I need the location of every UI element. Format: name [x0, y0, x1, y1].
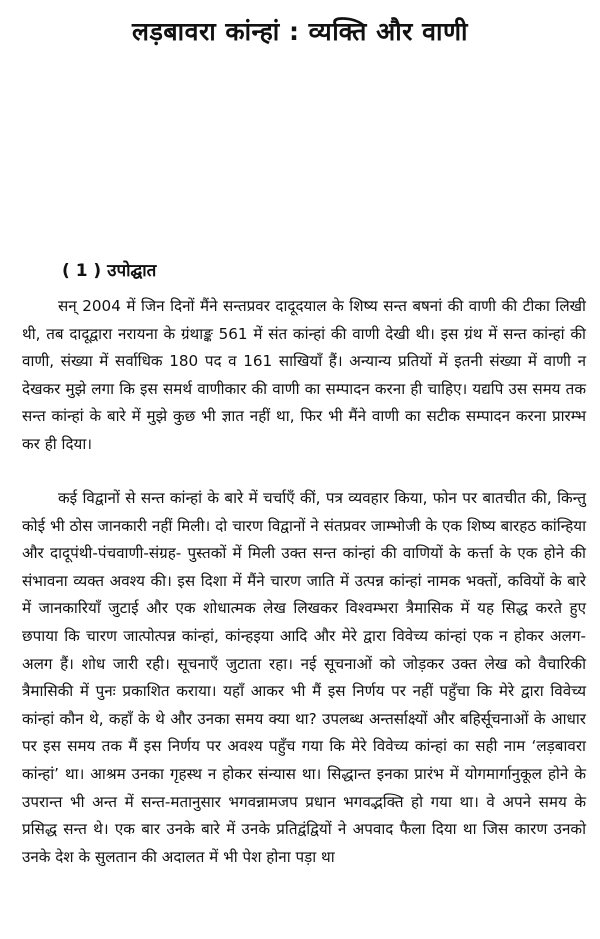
paragraph-1: सन् 2004 में जिन दिनों मैंने सन्तप्रवर दादूदयाल के शिष्य सन्त बषनां की वाणी की टीका लिखी थी, तब दादूद्वारा नरायना के ग्रंथाङ्क 561 में संत कांन्हां की वाणी देखी थी। इस ग्रंथ में सन्त कांन्हां की वाणी, संख्या में सर्वाधिक 180 पद व 161 साखियाँ हैं। अन्यान्य प्रतियों में इतनी संख्या में वाणी न देखकर मुझे लगा कि इस समर्थ वाणीकार की वाणी का सम्पादन करना ही चाहिए। यद्यपि उस समय तक सन्त कांन्हां के बारे में मुझे कुछ भी ज्ञात नहीं था, फिर भी मैंने वाणी का सटीक सम्पादन करना प्रारम्भ कर ही दिया। [22, 297, 586, 453]
section-heading: ( 1 ) उपोद्घात [62, 261, 157, 281]
page-title: लड़बावरा कांन्हां : व्यक्ति और वाणी [132, 17, 468, 46]
paragraph-2: कई विद्वानों से सन्त कांन्हां के बारे में चर्चाएँ कीं, पत्र व्यवहार किया, फोन पर बातचीत की, किन्तु कोई भी ठोस जानकारी नहीं मिली। दो चारण विद्वानों ने संतप्रवर जाम्भोजी के एक शिष्य बारहठ कांन्हिया और दादूपंथी-पंचवाणी-संग्रह- पुस्तकों में मिली उक्त सन्त कांन्हां की वाणियों के कर्त्ता के एक होने की संभावना व्यक्त अवश्य की। इस दिशा में मैंने चारण जाति में उत्पन्न कांन्हां नामक भक्तों, कवियों के बारे में जानकारियाँ जुटाई और एक शोधात्मक लेख लिखकर विश्वम्भरा त्रैमासिक में यह सिद्ध करते हुए छपाया कि चारण जात्पोत्पन्न कांन्हां, कांन्हइया आदि और मेरे द्वारा विवेच्य कांन्हां एक न होकर अलग-अलग हैं। शोध जारी रही। सूचनाएँ जुटाता रहा। नई सूचनाओं को जोड़कर उक्त लेख को वैचारिकी त्रैमासिकी में पुनः प्रकाशित कराया। यहाँ आकर भी मैं इस निर्णय पर नहीं पहुँचा कि मेरे द्वारा विवेच्य कांन्हां कौन थे, कहाँ के थे और उनका समय क्या था? उपलब्ध अन्तर्साक्ष्यों और बहिर्सूचनाओं के आधार पर इस समय तक मैं इस निर्णय पर अवश्य पहुँच गया कि मेरे विवेच्य कांन्हां का सही नाम ‘लड़बावरा कांन्हां’ था। आश्रम उनका गृहस्थ न होकर संन्यास था। सिद्धान्त इनका प्रारंभ में योगमार्गानुकूल होने के उपरान्त भी अन्त में सन्त-मतानुसार भगवन्नामजप प्रधान भगवद्भक्ति हो गया था। वे अपने समय के प्रसिद्ध सन्त थे। एक बार उनके बारे में उनके प्रतिद्वंद्वियों ने अपवाद फैला दिया था जिस कारण उनको उनके देश के सुलतान की अदालत में भी पेश होना पड़ा था [22, 489, 586, 866]
